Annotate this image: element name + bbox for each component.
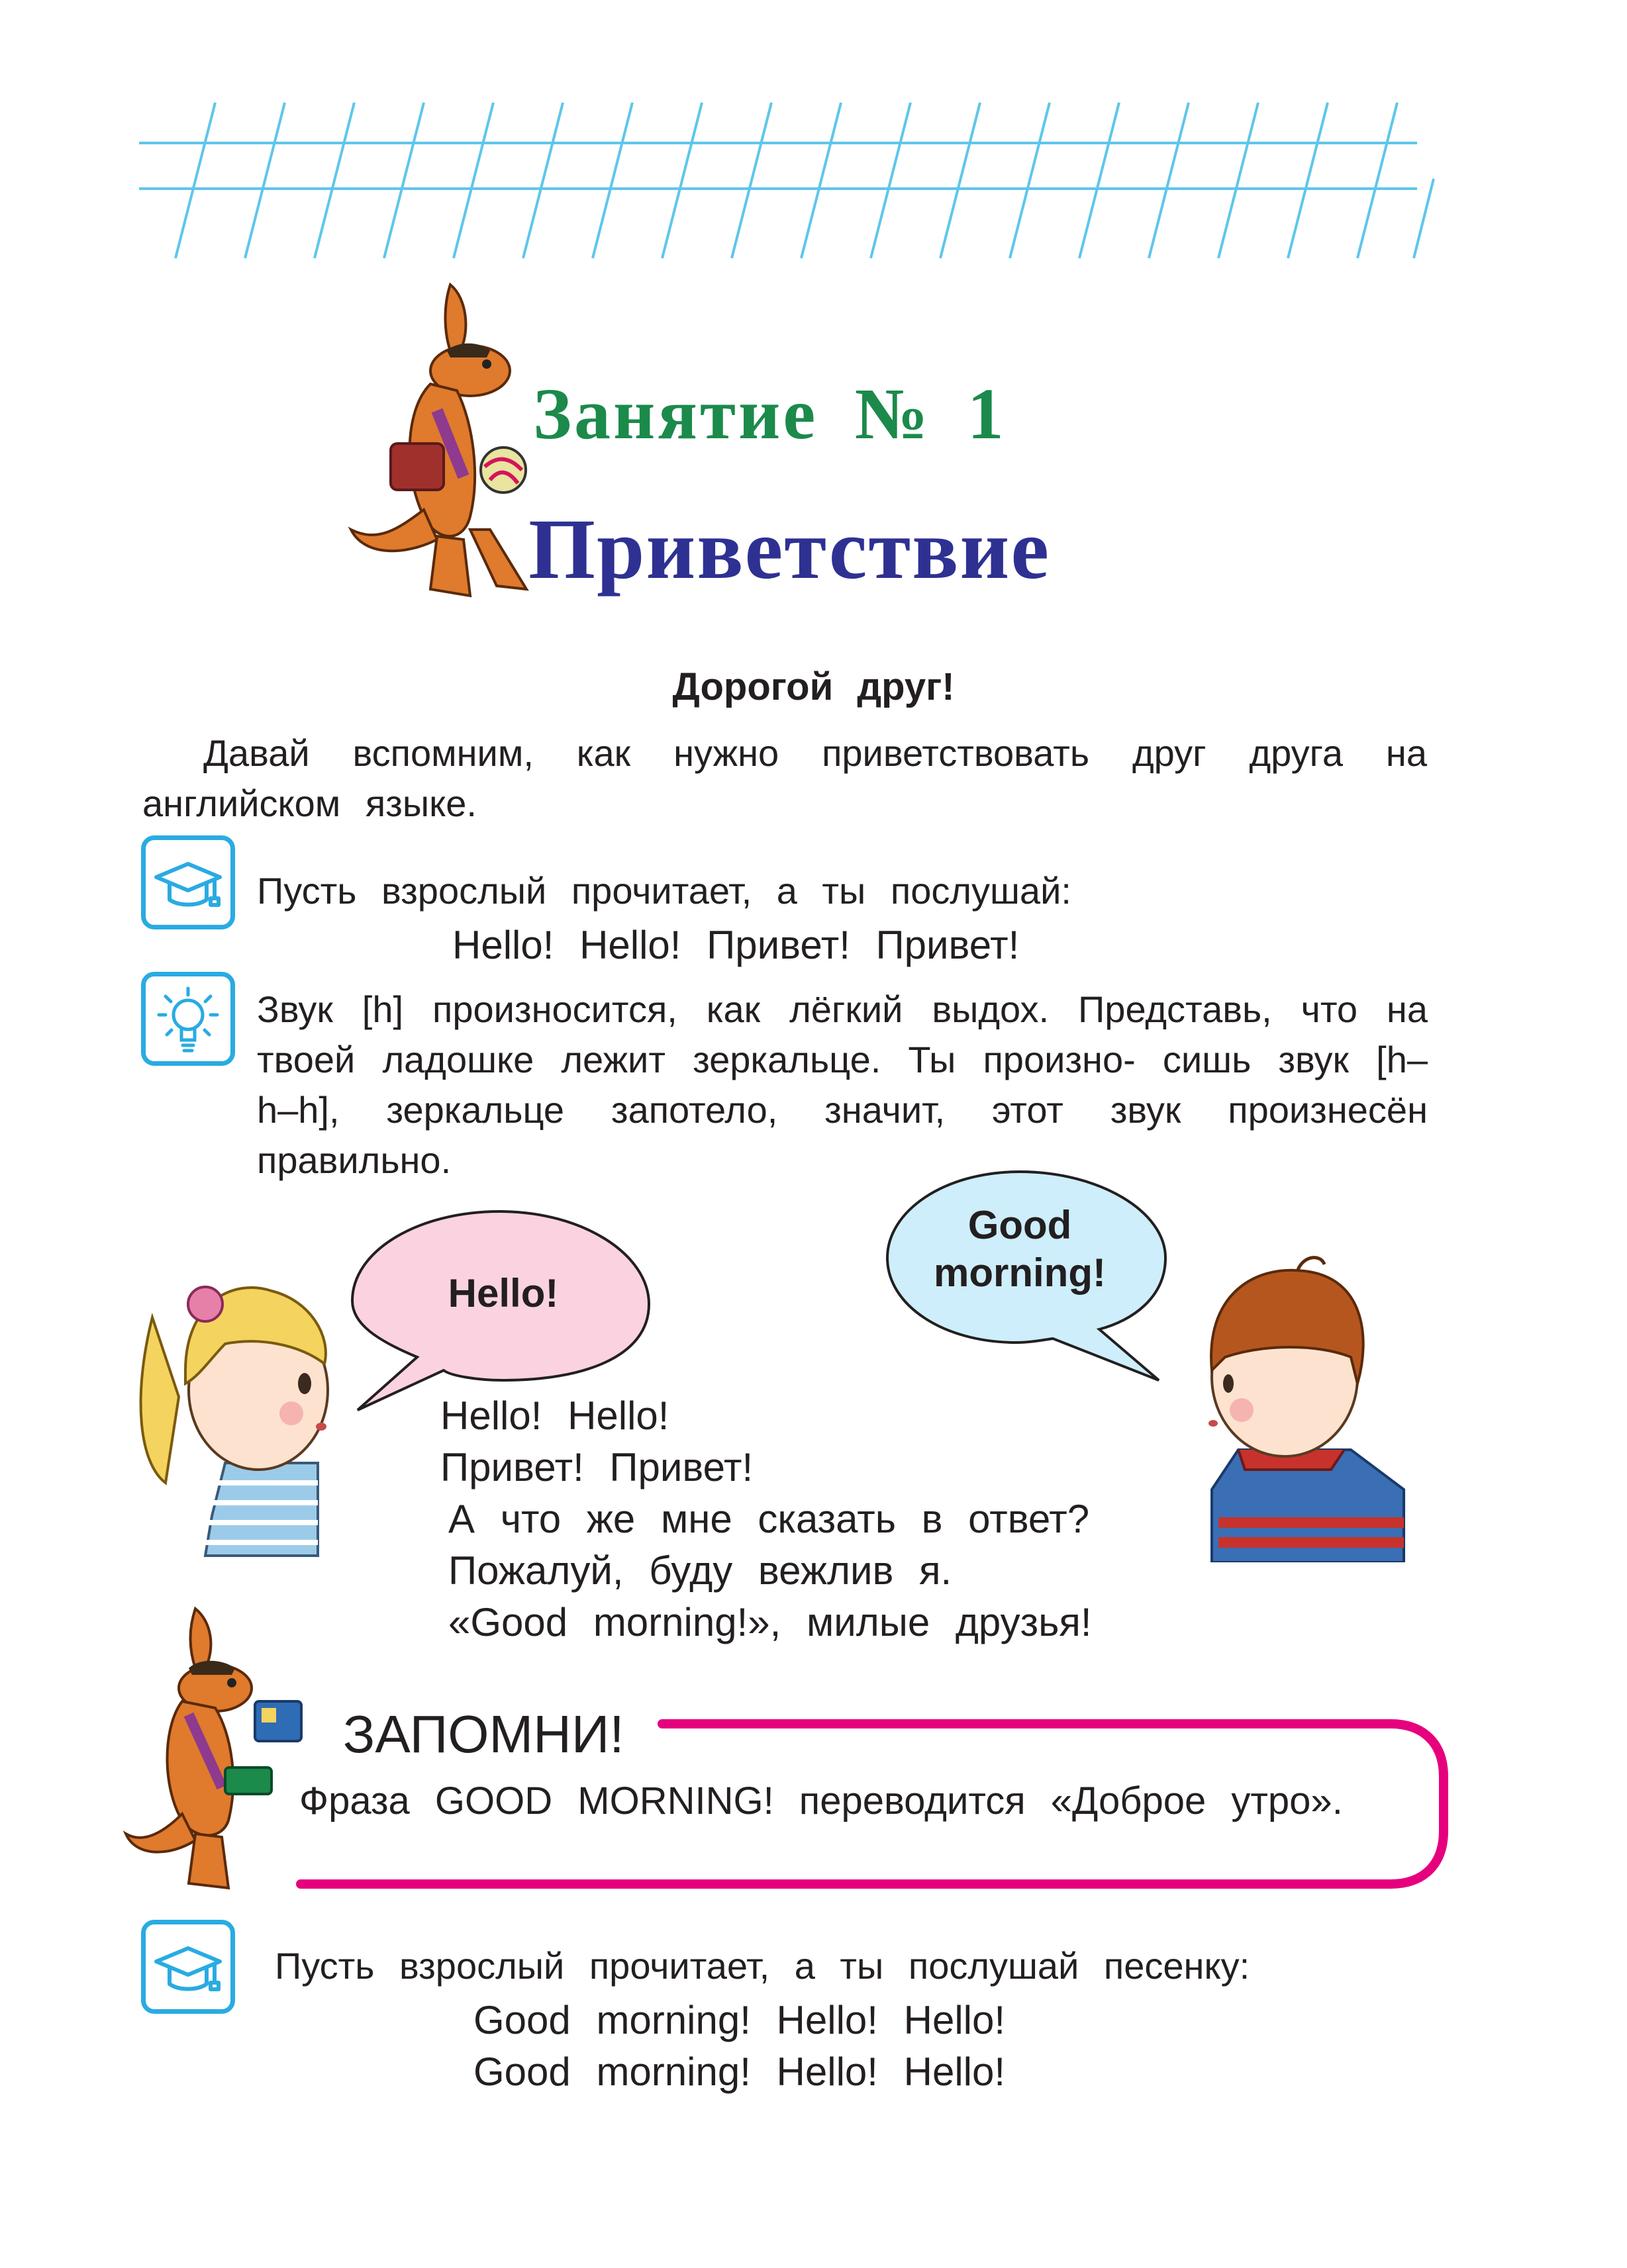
lesson-number: Занятие № 1 [533,373,1007,454]
tip-text: Звук [h] произносится, как лёгкий выдох. Представь, что на твоей ладошке лежит зеркальце. Ты произно- сишь звук [h–h–h], зеркальце запотело, значит, этот звук произнесён правильно. [257,988,1428,1181]
girl-illustration [126,1264,364,1562]
listen-task-line: Hello! Hello! Привет! Привет! [452,923,1020,967]
song-task-instruction: Пусть взрослый прочитает, а ты послушай песенку: [275,1945,1250,1987]
intro-paragraph: Давай вспомним, как нужно приветствовать друг друга на английском языке. [142,732,1427,824]
song-lines [473,1995,1005,2098]
graduation-cap-icon [146,1924,230,2009]
song-line-1: Good morning! Hello! Hello! [473,1998,1006,2042]
remember-heading: ЗАПОМНИ! [343,1705,624,1764]
handwriting-guide-lines [0,0,1627,278]
poem-line-1: Hello! Hello! [440,1394,669,1438]
poem [440,1390,1092,1648]
song-line-2: Good morning! Hello! Hello! [473,2050,1006,2094]
boy-bubble-line-1: Good [967,1203,1072,1247]
girl-bubble-text: Hello! [448,1271,559,1315]
listen-task-instruction: Пусть взрослый прочитает, а ты послушай: [257,870,1071,912]
lesson-title: Приветствие [528,502,1051,597]
kangaroo-reading-illustration [123,1602,315,1893]
boy-bubble-line-2: morning! [934,1251,1106,1295]
poem-line-5: «Good morning!», милые друзья! [448,1600,1092,1644]
boy-bubble-text [901,1202,1139,1297]
listen-task-icon-box [141,835,235,929]
poem-line-4: Пожалуй, буду вежлив я. [448,1548,952,1593]
tip-icon-box [141,972,235,1066]
graduation-cap-icon [146,840,230,925]
kangaroo-mascot-illustration [338,278,530,609]
song-task-icon-box [141,1920,235,2014]
poem-line-3: А что же мне сказать в ответ? [448,1497,1090,1541]
boy-illustration [1172,1251,1424,1562]
remember-text: Фраза GOOD MORNING! переводится «Доброе утро». [299,1779,1343,1822]
poem-line-2: Привет! Привет! [440,1445,754,1489]
lightbulb-icon [146,976,230,1061]
greeting-heading: Дорогой друг! [672,665,955,708]
